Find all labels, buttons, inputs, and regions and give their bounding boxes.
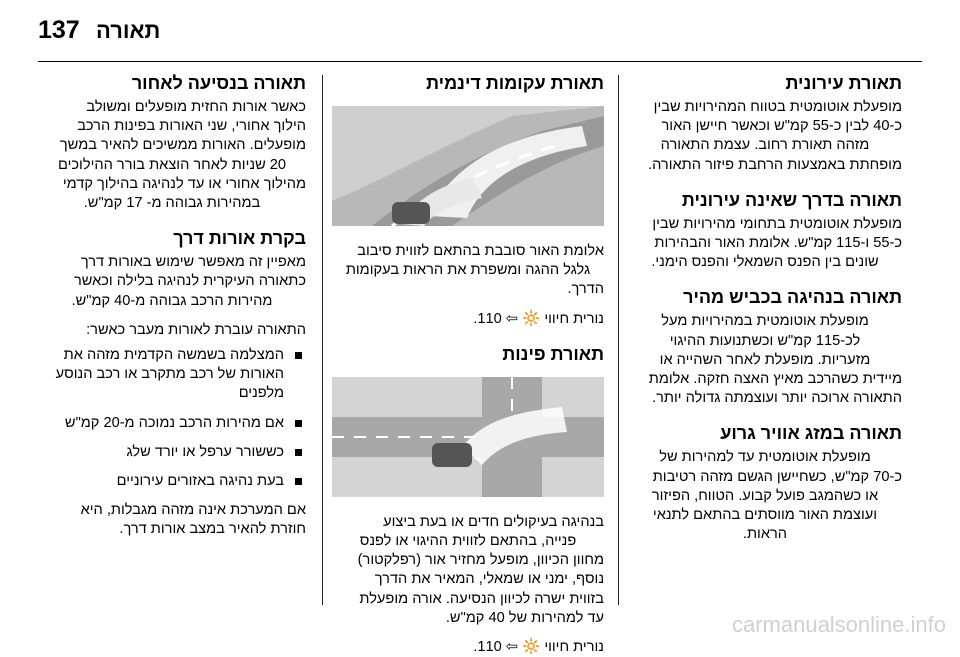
heading-high-beam-assist: בקרת אורות דרך [173, 228, 306, 249]
paragraph-line: מופעלים. האורות ממשיכים להאיר במשך [59, 137, 306, 154]
paragraph-line: במהירות גבוהה מ- 17 קמ"ש. [83, 195, 261, 212]
paragraph-line: מאפיין זה מאפשר שימוש באורות דרך [80, 254, 306, 271]
paragraph-line: מזעריות. מופעלת לאחר השהייה או [659, 351, 871, 368]
indicator-reference: נורית חיווי 🔆 ⇦ 110. [473, 310, 604, 327]
paragraph-line: עד למהירות של 40 קמ"ש. [445, 609, 604, 626]
paragraph-line: שונים בין הפנס השמאלי והפנס הימני. [651, 254, 879, 271]
heading-motorway-light: תאורה בנהיגה בכביש מהיר [683, 287, 902, 308]
paragraph-intro: התאורה עוברת לאורות מעבר כאשר: [86, 321, 306, 338]
column-divider-right [618, 75, 619, 605]
header-rule [38, 61, 922, 62]
paragraph-line: כ-70 קמ"ש, כשחיישן הגשם מזהה רטיבות [652, 468, 902, 485]
page-number: 137 [38, 16, 80, 44]
list-item-line: אם מהירות הרכב נמוכה מ-20 קמ"ש [64, 414, 284, 431]
column-middle [332, 72, 604, 657]
paragraph-line: פנייה, בהתאם לזווית ההיגוי או לפנס [359, 533, 577, 550]
paragraph-line: מופעלת אוטומטית בתחומי מהירויות שבין [652, 215, 902, 232]
paragraph-line: בזווית ישרה לכיוון הנסיעה. אורה מופעלת [359, 590, 604, 607]
paragraph-line: מחוון הכיוון, מופעל מחזיר אור (רפלקטור) [357, 552, 604, 569]
curve-light-illustration [332, 106, 604, 226]
list-item [38, 443, 306, 462]
bullet-square-icon [295, 420, 302, 427]
column-divider-left [322, 75, 323, 605]
paragraph-line: מופעלת אוטומטית בטווח המהירויות שבין [653, 99, 902, 115]
heading-dynamic-curve-light: תאורת עקומות דינמית [426, 73, 604, 93]
heading-cornering-light: תאורת פינות [502, 343, 604, 364]
heading-reversing-light: תאורה בנסיעה לאחור [131, 73, 306, 93]
paragraph-line: מזהה תאורת רחוב. עצמת התאורה [660, 137, 870, 154]
conditions-list [38, 346, 306, 491]
paragraph-line: או כשהמגב פועל קבוע. הטווח, הפיזור [651, 487, 879, 504]
paragraph-line: מופעלת אוטומטית עד למהירות של [659, 449, 871, 466]
paragraph-line: מופחתת באמצעות הרחבת פיזור התאורה. [648, 156, 902, 173]
heading-bad-weather-light: תאורה במזג אוויר גרוע [720, 423, 902, 444]
paragraph-line: אלומת האור סובבת בהתאם לזווית סיבוב [357, 243, 604, 259]
paragraph-line: כאשר אורות החזית מופעלים ומשולב [86, 99, 306, 115]
paragraph-line: בנהיגה בעיקולים חדים או בעת ביצוע [383, 513, 604, 530]
list-item [38, 472, 306, 491]
paragraph-line: 20 שניות לאחר הוצאת בורר ההילוכים [57, 156, 287, 173]
paragraph-line: לכ-115 קמ"ש וכשתנועות ההיגוי [669, 332, 861, 349]
paragraph-line: ועוצמת האור מווסתים בהתאם לתנאי [652, 507, 878, 524]
paragraph-line: הדרך. [567, 281, 604, 298]
list-item-line: מלפנים [238, 385, 284, 402]
paragraph-line: נוסף, ימני או שמאלי, המאיר את הדרך [374, 571, 604, 588]
paragraph-line: מהילוך אחורי או עד לנהיגה בהילוך קדמי [62, 175, 306, 192]
paragraph-line: מהירות הרכב גבוהה מ-40 קמ"ש. [71, 292, 273, 309]
indicator-reference: נורית חיווי 🔆 ⇦ 110. [473, 639, 604, 656]
list-item-line: המצלמה בשמשה הקדמית מזהה את [63, 347, 284, 364]
paragraph-line: כ-55 ו-115 קמ"ש. אלומת האור והבהירות [654, 235, 902, 252]
heading-country-light: תאורה בדרך שאינה עירונית [681, 189, 902, 210]
paragraph-line: הראות. [742, 526, 788, 543]
bullet-square-icon [295, 449, 302, 456]
paragraph-line: חוזרת להאיר במצב אורות דרך. [119, 521, 306, 538]
list-item-line: בעת נהיגה באזורים עירוניים [116, 473, 284, 490]
paragraph-line: כתאורה העיקרית לנהיגה בלילה וכאשר [73, 273, 306, 290]
paragraph-line: גלגל ההגה ומשפרת את הראות בעקומות [345, 262, 591, 279]
bullet-square-icon [295, 352, 302, 359]
watermark: carmanualsonline.info [731, 612, 946, 637]
list-item-line: כששורר ערפל או יורד שלג [126, 443, 284, 460]
heading-city-light: תאורת עירונית [785, 73, 902, 93]
list-item-line: האורות של רכב מתקרב או רכב הנוסע [55, 366, 284, 383]
column-left [38, 72, 306, 540]
paragraph-line: מופעלת אוטומטית במהירויות מעל [661, 313, 869, 330]
column-right [628, 72, 902, 544]
section-title: תאורה [96, 18, 161, 43]
cornering-light-illustration [332, 377, 604, 497]
paragraph-line: כ-40 לבין כ-55 קמ"ש וכאשר חיישן האור [661, 118, 902, 135]
paragraph-line: אם המערכת אינה מזהה מגבלות, היא [80, 502, 306, 519]
bullet-square-icon [295, 478, 302, 485]
list-item [38, 346, 306, 404]
paragraph-line: הילוך אחורי, שני האורות בפינות הרכב [77, 118, 306, 135]
list-item [38, 414, 306, 433]
paragraph-line: מיידית כשהרכב מאיץ האצה חזקה. אלומת [648, 371, 902, 388]
paragraph-line: התאורה ארוכה יותר ועוצמתה גדולה יותר. [652, 390, 902, 407]
